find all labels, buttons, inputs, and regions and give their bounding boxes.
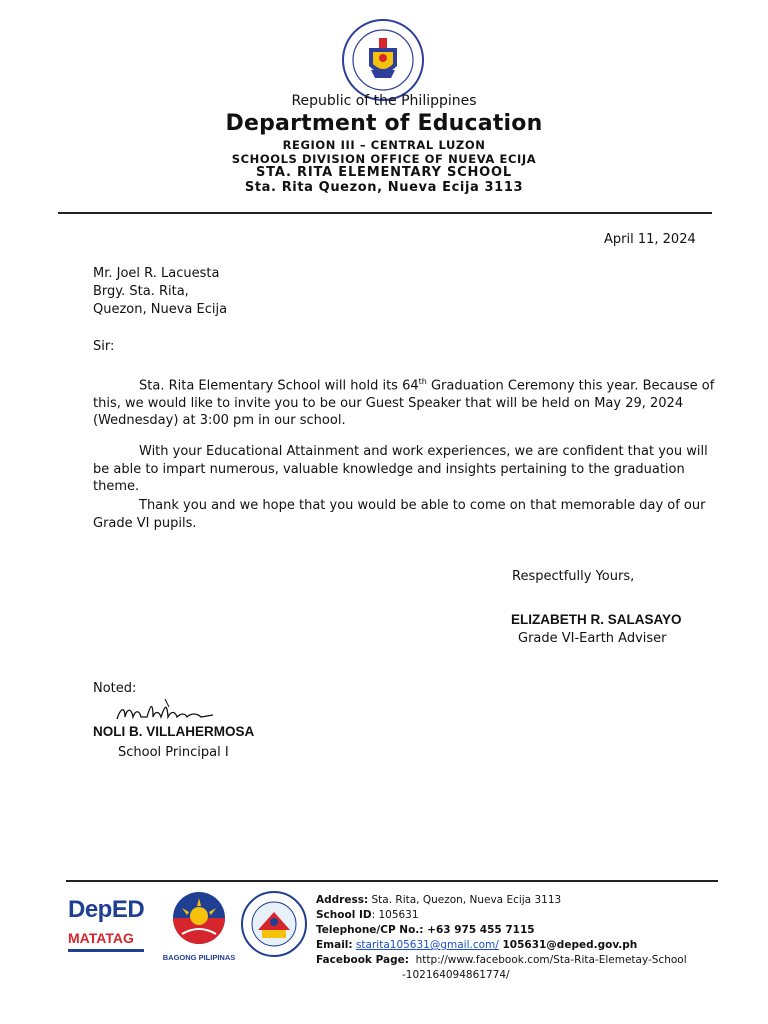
noted-label: Noted: xyxy=(93,681,137,696)
paragraph-thanks: Thank you and we hope that you would be able to come on that memorable day of our Grade VI pupils. xyxy=(93,498,706,531)
address-value: Sta. Rita, Quezon, Nueva Ecija 3113 xyxy=(368,894,562,906)
footer-contact xyxy=(316,893,687,983)
paragraph-text: Graduation Ceremony this year. Because of this, we would like to invite you to be our Guest Speaker that will be held on May 29, 2024 (Wednesday) at 3:00 pm in our school. xyxy=(93,378,715,429)
email-label: Email: xyxy=(316,939,353,951)
school-name: STA. RITA ELEMENTARY SCHOOL xyxy=(256,165,512,180)
handwritten-signature xyxy=(113,697,223,725)
division-heading: SCHOOLS DIVISION OFFICE OF NUEVA ECIJA xyxy=(231,152,537,166)
phone-label: Telephone/CP No.: xyxy=(316,924,424,936)
bagong-pilipinas-text: BAGONG PILIPINAS xyxy=(162,953,236,962)
email-value: 105631@deped.gov.ph xyxy=(498,939,638,951)
addressee-name: Mr. Joel R. Lacuesta xyxy=(93,266,220,281)
addressee-line: Quezon, Nueva Ecija xyxy=(93,302,228,317)
salutation: Sir: xyxy=(93,339,115,354)
ordinal-suffix: th xyxy=(418,377,427,386)
addressee-line: Brgy. Sta. Rita, xyxy=(93,284,189,299)
deped-seal-icon xyxy=(341,18,425,102)
signer-title-adviser: Grade VI-Earth Adviser xyxy=(518,631,667,646)
bagong-pilipinas-logo xyxy=(160,890,238,960)
signer-title-principal: School Principal I xyxy=(118,745,229,760)
school-address: Sta. Rita Quezon, Nueva Ecija 3113 xyxy=(244,180,524,195)
school-seal-icon xyxy=(240,890,308,958)
bagong-pilipinas-emblem-icon xyxy=(160,890,238,946)
addressee-block xyxy=(93,265,227,319)
logo-underline xyxy=(68,949,144,952)
letter-date: April 11, 2024 xyxy=(604,232,696,247)
department-title: Department of Education xyxy=(225,111,543,136)
signer-name-principal: NOLI B. VILLAHERMOSA xyxy=(93,724,255,739)
closing: Respectfully Yours, xyxy=(512,569,635,584)
paragraph-text: Sta. Rita Elementary School will hold its 64 xyxy=(139,378,419,394)
signer-name-adviser: ELIZABETH R. SALASAYO xyxy=(511,612,682,627)
republic-heading: Republic of the Philippines xyxy=(291,93,477,109)
matatag-logo-text: MATATAG xyxy=(68,930,134,946)
header-divider xyxy=(58,212,712,214)
facebook-url[interactable]: http://www.facebook.com/Sta-Rita-Elemetay-School xyxy=(415,954,687,966)
deped-logo-text: DepED xyxy=(68,896,145,923)
region-heading: REGION III – CENTRAL LUZON xyxy=(282,138,486,152)
email-link[interactable]: starita105631@gmail.com/ xyxy=(355,939,499,951)
paragraph-invitation xyxy=(93,373,718,430)
phone-value: +63 975 455 7115 xyxy=(423,924,535,936)
address-label: Address: xyxy=(316,894,369,906)
footer-divider xyxy=(66,880,718,882)
school-id-value: : 105631 xyxy=(371,909,419,921)
facebook-url-continued[interactable]: -102164094861774/ xyxy=(402,969,510,981)
facebook-label: Facebook Page: xyxy=(316,954,409,966)
paragraph-confidence: With your Educational Attainment and work experiences, we are confident that you will be able to impart numerous, valuable knowledge and insights pertaining to the graduation theme. xyxy=(93,444,708,494)
deped-matatag-logo xyxy=(68,897,150,959)
school-id-label: School ID xyxy=(316,909,372,921)
